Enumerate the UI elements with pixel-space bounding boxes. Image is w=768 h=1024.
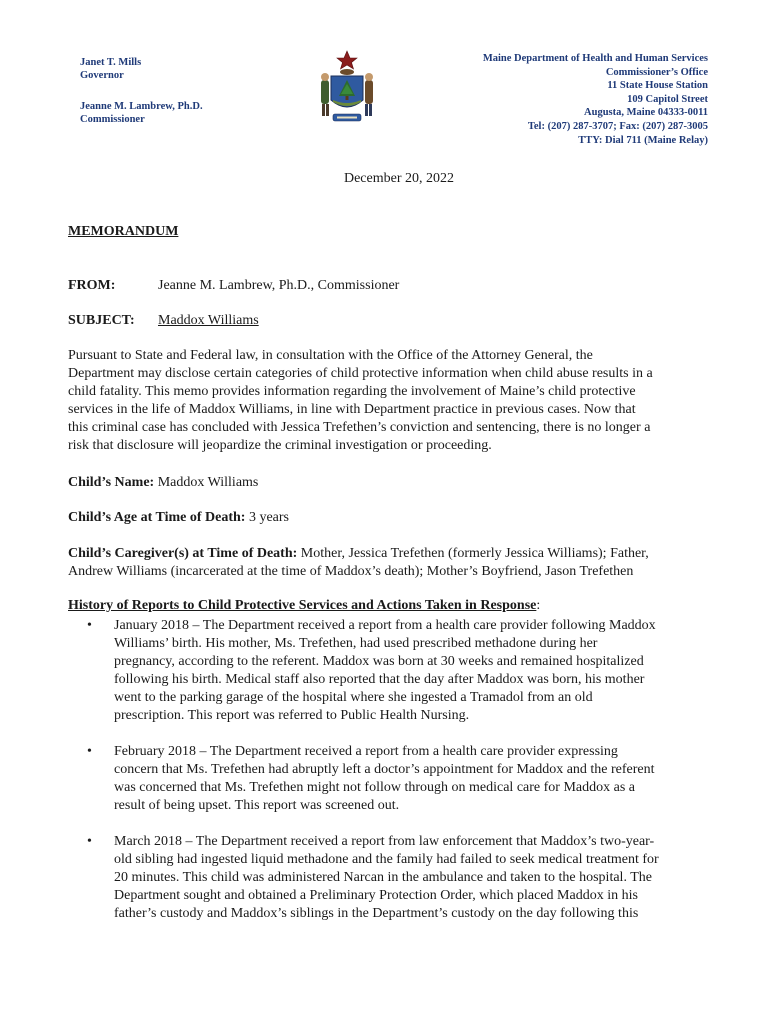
list-item <box>87 833 704 925</box>
list-item-line: pregnancy, according to the referent. Maddox was born at 30 weeks and remained hospitalized <box>114 654 644 669</box>
intro-paragraph <box>68 347 704 455</box>
address-line: 11 State House Station <box>607 80 708 92</box>
bullet-icon: • <box>87 834 92 849</box>
history-heading-text: History of Reports to Child Protective Services and Actions Taken in Response <box>68 598 537 613</box>
paragraph-line: Pursuant to State and Federal law, in consultation with the Office of the Attorney General, the <box>68 348 593 363</box>
list-item-line: 20 minutes. This child was administered Narcan in the ambulance and taken to the hospital. The <box>114 870 652 885</box>
bullet-icon: • <box>87 744 92 759</box>
address-line: Tel: (207) 287-3707; Fax: (207) 287-3005 <box>527 120 708 132</box>
address-line: TTY: Dial 711 (Maine Relay) <box>578 134 708 146</box>
from-field <box>68 278 399 294</box>
paragraph-line: services in the life of Maddox Williams, in line with Department practice in previous cases. Now that <box>68 402 636 417</box>
childs-age-label: Child’s Age at Time of Death: <box>68 510 246 525</box>
paragraph-line: this criminal case has concluded with Jessica Trefethen’s conviction and sentencing, there is no longer a <box>68 420 651 435</box>
address-line: Commissioner’s Office <box>605 66 708 78</box>
memo-date: December 20, 2022 <box>343 171 455 186</box>
from-value: Jeanne M. Lambrew, Ph.D., Commissioner <box>158 278 400 293</box>
address-line: Augusta, Maine 04333-0011 <box>584 107 708 119</box>
list-item <box>87 617 704 727</box>
list-item-line: old sibling had ingested liquid methadone and the family had failed to seek medical treatment for <box>114 852 659 867</box>
caregivers-label: Child’s Caregiver(s) at Time of Death: <box>68 546 298 561</box>
list-item-line: January 2018 – The Department received a report from a health care provider following Maddox <box>114 618 656 633</box>
list-item-line: February 2018 – The Department received a report from a health care provider expressing <box>114 744 618 759</box>
subject-value: Maddox Williams <box>158 313 259 328</box>
subject-field <box>68 313 259 329</box>
childs-name-label: Child’s Name: <box>68 475 155 490</box>
address-line: Maine Department of Health and Human Services <box>482 53 708 64</box>
childs-name-value: Maddox Williams <box>154 475 259 490</box>
list-item-line: result of being upset. This report was screened out. <box>114 798 400 813</box>
governor-name: Janet T. Mills <box>80 57 142 68</box>
list-item-line: Williams’ birth. His mother, Ms. Trefethen, had used prescribed methadone during her <box>114 636 598 651</box>
list-item <box>87 743 704 817</box>
caregivers-value-line1: Mother, Jessica Trefethen (formerly Jessica Williams); Father, <box>297 546 649 561</box>
governor-title: Governor <box>80 70 124 81</box>
subject-label: SUBJECT: <box>68 313 135 328</box>
list-item-line: went to the parking garage of the hospital where she ingested a Tramadol from an old <box>114 690 593 705</box>
paragraph-line: Department may disclose certain categories of child protective information when child abuse results in a <box>68 366 653 381</box>
paragraph-line: child fatality. This memo provides information regarding the involvement of Maine’s child protective <box>68 384 636 399</box>
bullet-icon: • <box>87 618 92 633</box>
list-item-line: father’s custody and Maddox’s siblings in the Department’s custody on the day following this <box>114 906 639 921</box>
from-label: FROM: <box>68 278 116 293</box>
list-item-line: March 2018 – The Department received a report from law enforcement that Maddox’s two-year- <box>114 834 655 849</box>
history-heading: History of Reports to Child Protective Services and Actions Taken in Response: <box>68 598 541 613</box>
memo-title: MEMORANDUM <box>68 224 179 239</box>
list-item-line: concern that Ms. Trefethen had abruptly left a doctor’s appointment for Maddox and the referent <box>114 762 655 777</box>
childs-name-field <box>68 474 704 492</box>
list-item-line: following his birth. Medical staff also reported that the day after Maddox was born, his mother <box>114 672 645 687</box>
commissioner-name: Jeanne M. Lambrew, Ph.D. <box>80 101 203 112</box>
address-line: 109 Capitol Street <box>627 93 708 105</box>
caregivers-field <box>68 545 704 581</box>
childs-age-value: 3 years <box>245 510 290 525</box>
list-item-line: was concerned that Ms. Trefethen might not follow through on medical care for Maddox as a <box>114 780 635 795</box>
paragraph-line: risk that disclosure will jeopardize the criminal investigation or proceeding. <box>68 438 492 453</box>
caregivers-value-line2: Andrew Williams (incarcerated at the time of Maddox’s death); Mother’s Boyfriend, Jason Trefethen <box>68 564 634 579</box>
letterhead-officials <box>80 56 203 126</box>
state-seal-icon <box>309 50 385 126</box>
childs-age-field <box>68 509 704 527</box>
department-address <box>388 52 708 147</box>
commissioner-title: Commissioner <box>80 114 145 125</box>
list-item-line: prescription. This report was referred to Public Health Nursing. <box>114 708 470 723</box>
list-item-line: Department sought and obtained a Preliminary Protection Order, which placed Maddox in his <box>114 888 638 903</box>
